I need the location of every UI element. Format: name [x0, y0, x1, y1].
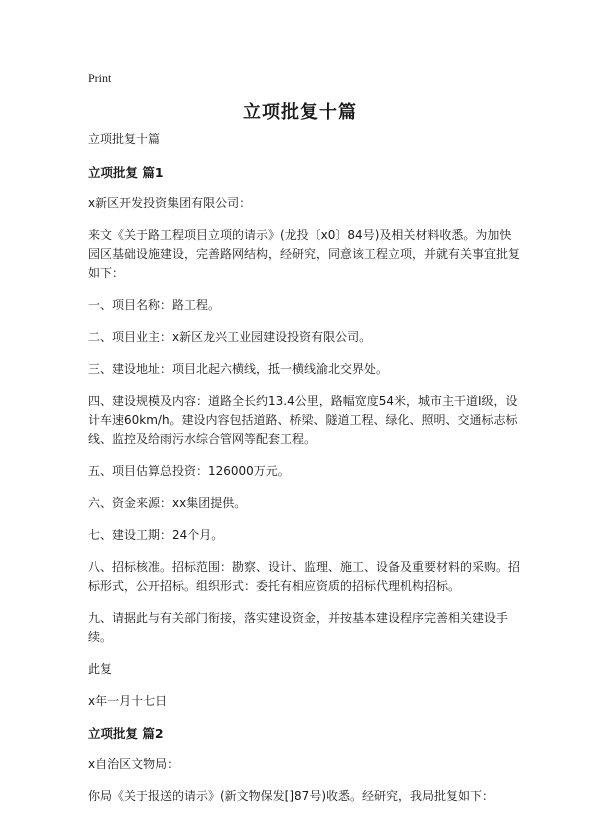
paragraph: 来文《关于路工程项目立项的请示》(龙投〔x0〕84号)及相关材料收悉。为加快园区基础设施建设，完善路网结构，经研究，同意该工程立项，并就有关事宜批复如下： [88, 228, 521, 280]
closing: 此复 [88, 662, 113, 676]
paragraph: 二、项目业主：x新区龙兴工业园建设投资有限公司。 [88, 330, 372, 344]
section-heading: 立项批复 篇2 [88, 726, 164, 741]
paragraph: 六、资金来源：xx集团提供。 [88, 496, 247, 510]
subtitle: 立项批复十篇 [88, 132, 161, 146]
paragraph: 你局《关于报送的请示》(新文物保发[]87号)收悉。经研究，我局批复如下： [88, 789, 494, 803]
paragraph: 八、招标核准。招标范围：勘察、设计、监理、施工、设备及重要材料的采购。招标形式，公开招标。组织形式：委托有相应资质的招标代理机构招标。 [88, 560, 521, 593]
date: x年一月十七日 [88, 694, 168, 708]
paragraph: 四、建设规模及内容：道路全长约13.4公里，路幅宽度54米，城市主干道I级，设计车速60km/h。建设内容包括道路、桥梁、隧道工程、绿化、照明、交通标志标线、监控及给雨污水综合管网等配套工程。 [88, 394, 518, 446]
section-heading: 立项批复 篇1 [88, 165, 164, 180]
page-title: 立项批复十篇 [243, 102, 357, 123]
paragraph: 七、建设工期：24个月。 [88, 528, 224, 542]
document-body [88, 130, 520, 819]
paragraph: 九、请据此与有关部门衔接，落实建设资金，并按基本建设程序完善相关建设手续。 [88, 611, 509, 644]
recipient: x新区开发投资集团有限公司： [88, 196, 252, 210]
paragraph: 三、建设地址：项目北起六横线，抵一横线渝北交界处。 [88, 362, 389, 376]
paragraph: 一、项目名称：路工程。 [88, 298, 221, 312]
paragraph: 五、项目估算总投资：126000万元。 [88, 464, 290, 478]
recipient: x自治区文物局： [88, 757, 180, 771]
print-link[interactable]: Print [88, 71, 112, 85]
